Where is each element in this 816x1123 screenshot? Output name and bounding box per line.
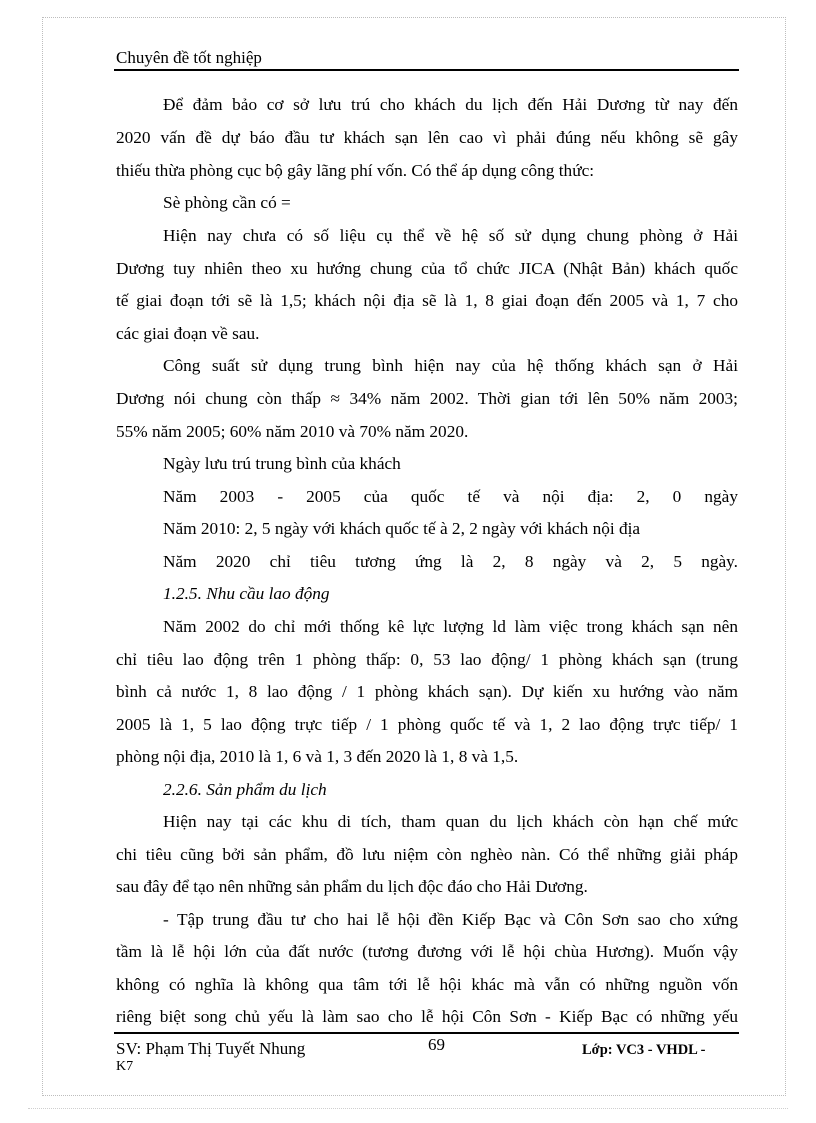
body-line: Dương nói chung còn thấp ≈ 34% năm 2002. Thời gian tới lên 50% năm 2003;: [116, 389, 738, 408]
body-line: Dương tuy nhiên theo xu hướng chung của tổ chức JICA (Nhật Bản) khách quốc: [116, 259, 738, 278]
body-line: Ngày lưu trú trung bình của khách: [163, 454, 401, 473]
footer-class: Lớp: VC3 - VHDL -: [582, 1042, 706, 1058]
body-line: phòng nội địa, 2010 là 1, 6 và 1, 3 đến 2020 là 1, 8 và 1,5.: [116, 747, 519, 766]
page-number: 69: [428, 1035, 445, 1054]
body-line: 2005 là 1, 5 lao động trực tiếp / 1 phòng quốc tế và 1, 2 lao động trực tiếp/ 1: [116, 715, 738, 734]
body-line: sau đây để tạo nên những sản phẩm du lịch độc đáo cho Hải Dương.: [116, 877, 588, 896]
body-line: Năm 2003 - 2005 của quốc tế và nội địa: 2, 0 ngày: [163, 487, 738, 506]
page-edge: [28, 1108, 788, 1109]
section-heading: 2.2.6. Sản phẩm du lịch: [163, 780, 327, 799]
header-rule: [114, 69, 739, 71]
body-line: tế giai đoạn tới sẽ là 1,5; khách nội địa sẽ là 1, 8 giai đoạn đến 2005 và 1, 7 cho: [116, 291, 738, 310]
body-line: tầm là lễ hội lớn của đất nước (tương đương với lễ hội chùa Hương). Muốn vậy: [116, 942, 738, 961]
body-line: riêng biệt song chủ yếu là làm sao cho lễ hội Côn Sơn - Kiếp Bạc có những yếu: [116, 1007, 738, 1026]
body-line: Năm 2010: 2, 5 ngày với khách quốc tế à 2, 2 ngày với khách nội địa: [163, 519, 641, 538]
body-line: chi tiêu cũng bởi sản phẩm, đồ lưu niệm còn nghèo nàn. Có thể những giải pháp: [116, 845, 738, 864]
body-line: Để đảm bảo cơ sở lưu trú cho khách du lịch đến Hải Dương từ nay đến: [163, 95, 738, 114]
running-header: Chuyên đề tốt nghiệp: [116, 48, 262, 67]
body-line: Năm 2002 do chỉ mới thống kê lực lượng ld làm việc trong khách sạn nên: [163, 617, 738, 636]
body-line: Sè phòng cần có =: [163, 193, 291, 212]
body-line: các giai đoạn về sau.: [116, 324, 260, 343]
body-line: Hiện nay tại các khu di tích, tham quan du lịch khách còn hạn chế mức: [163, 812, 738, 831]
footer-rule: [114, 1032, 739, 1034]
body-line: 55% năm 2005; 60% năm 2010 và 70% năm 2020.: [116, 422, 469, 441]
body-line: chỉ tiêu lao động trên 1 phòng thấp: 0, 53 lao động/ 1 phòng khách sạn (trung: [116, 650, 738, 669]
body-line: Công suất sử dụng trung bình hiện nay của hệ thống khách sạn ở Hải: [163, 356, 738, 375]
body-line: bình cả nước 1, 8 lao động / 1 phòng khách sạn). Dự kiến xu hướng vào năm: [116, 682, 738, 701]
body-line: thiếu thừa phòng cục bộ gây lãng phí vốn. Có thể áp dụng công thức:: [116, 161, 595, 180]
body-line: - Tập trung đầu tư cho hai lễ hội đền Kiếp Bạc và Côn Sơn sao cho xứng: [163, 910, 738, 929]
section-heading: 1.2.5. Nhu cầu lao động: [163, 584, 330, 603]
body-line: không có nghĩa là không qua tâm tới lễ hội khác mà vẫn có những nguồn vốn: [116, 975, 738, 994]
footer-student-name: SV: Phạm Thị Tuyết Nhung: [116, 1039, 306, 1058]
body-line: Năm 2020 chỉ tiêu tương ứng là 2, 8 ngày và 2, 5 ngày.: [163, 552, 738, 571]
footer-cohort: K7: [116, 1059, 134, 1074]
body-line: Hiện nay chưa có số liệu cụ thể về hệ số sử dụng chung phòng ở Hải: [163, 226, 738, 245]
body-line: 2020 vấn đề dự báo đầu tư khách sạn lên cao vì phải đúng nếu không sẽ gây: [116, 128, 738, 147]
